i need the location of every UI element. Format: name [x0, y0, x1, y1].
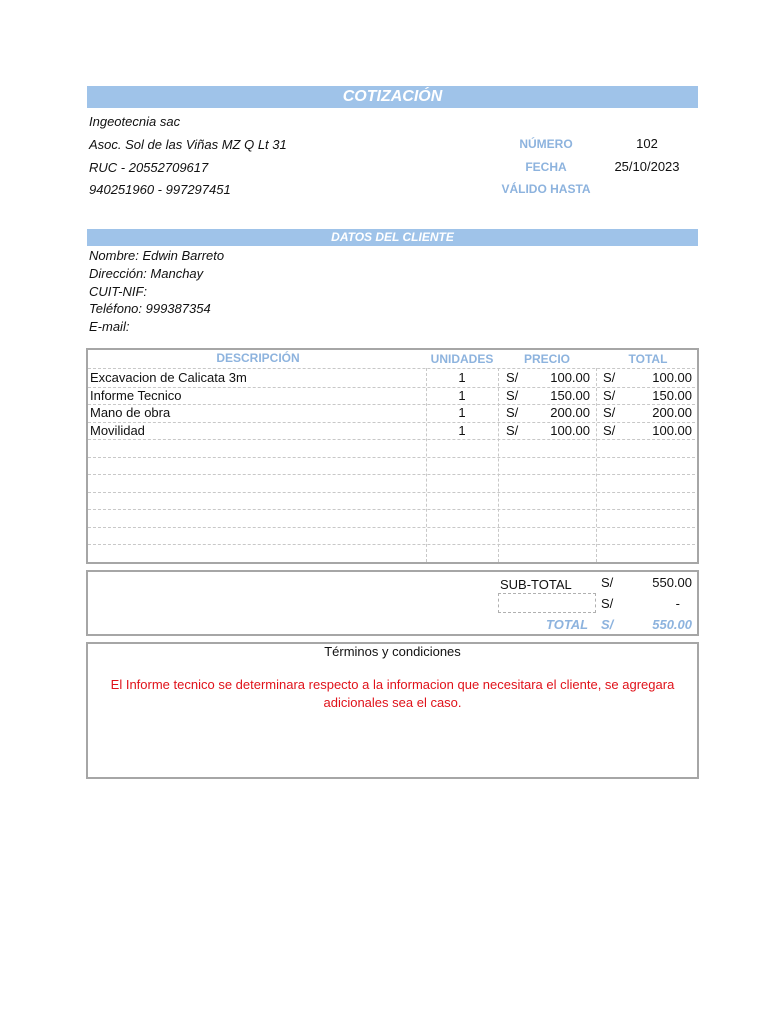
terms-title: Términos y condiciones [324, 644, 461, 659]
company-name: Ingeotecnia sac [89, 114, 181, 129]
table-row [88, 387, 695, 406]
row-total-currency: S/ [603, 405, 616, 420]
table-row [88, 369, 695, 388]
row-units: 1 [458, 422, 466, 438]
subtotal-value: 550.00 [652, 575, 692, 590]
tax-value: - [675, 596, 680, 611]
client-phone: Teléfono: 999387354 [89, 301, 211, 316]
row-price: 100.00 [550, 370, 590, 385]
company-address: Asoc. Sol de las Viñas MZ Q Lt 31 [89, 137, 287, 152]
row-total: 150.00 [652, 387, 692, 403]
date-label: FECHA [525, 160, 567, 174]
total-currency: S/ [601, 617, 614, 632]
client-section-header: DATOS DEL CLIENTE [87, 229, 698, 246]
row-total-currency: S/ [603, 422, 616, 438]
client-name: Nombre: Edwin Barreto [89, 248, 225, 263]
total-label: TOTAL [546, 617, 589, 632]
document-title: COTIZACIÓN [87, 86, 698, 108]
row-description: Informe Tecnico [90, 387, 182, 403]
header-units: UNIDADES [430, 352, 494, 366]
row-units: 1 [458, 387, 466, 403]
row-description: Movilidad [90, 422, 145, 438]
table-row [88, 422, 695, 441]
row-price-currency: S/ [506, 422, 519, 438]
table-body [88, 368, 695, 438]
date-value: 25/10/2023 [614, 159, 680, 174]
table-row [88, 527, 695, 546]
row-total: 100.00 [652, 422, 692, 438]
table-row [88, 404, 695, 423]
terms-line-2: adicionales sea el caso. [323, 695, 462, 710]
row-total-currency: S/ [603, 387, 616, 403]
number-value: 102 [636, 136, 658, 151]
subtotal-currency: S/ [601, 575, 614, 590]
row-price-currency: S/ [506, 370, 519, 385]
row-total: 100.00 [652, 370, 692, 385]
row-units: 1 [458, 405, 466, 420]
table-row [88, 509, 695, 528]
row-price: 150.00 [550, 387, 590, 403]
table-row [88, 439, 695, 458]
table-row [88, 474, 695, 493]
client-email: E-mail: [89, 319, 130, 334]
number-label: NÚMERO [519, 137, 573, 151]
company-phones: 940251960 - 997297451 [89, 182, 231, 197]
tax-input-box [498, 593, 596, 613]
row-total: 200.00 [652, 405, 692, 420]
tax-currency: S/ [601, 596, 614, 611]
terms-box [86, 642, 699, 779]
header-description: DESCRIPCIÓN [216, 351, 300, 365]
row-description: Mano de obra [90, 405, 171, 420]
client-address: Dirección: Manchay [89, 266, 204, 281]
table-row [88, 457, 695, 476]
row-price-currency: S/ [506, 405, 519, 420]
subtotal-label: SUB-TOTAL [500, 577, 572, 592]
terms-line-1: El Informe tecnico se determinara respecto a la informacion que necesitara el cliente, se agregara [110, 677, 675, 692]
header-price: PRECIO [523, 352, 570, 366]
client-cuit: CUIT-NIF: [89, 284, 148, 299]
totals-box [86, 570, 699, 636]
items-table [86, 348, 699, 564]
total-value: 550.00 [652, 617, 692, 632]
row-price-currency: S/ [506, 387, 519, 403]
row-price: 200.00 [550, 405, 590, 420]
company-ruc: RUC - 20552709617 [89, 160, 209, 175]
valid-until-label: VÁLIDO HASTA [501, 182, 591, 196]
row-description: Excavacion de Calicata 3m [90, 370, 247, 385]
row-price: 100.00 [550, 422, 590, 438]
row-units: 1 [458, 370, 466, 385]
header-total: TOTAL [628, 352, 668, 366]
table-row [88, 492, 695, 511]
row-total-currency: S/ [603, 370, 616, 385]
